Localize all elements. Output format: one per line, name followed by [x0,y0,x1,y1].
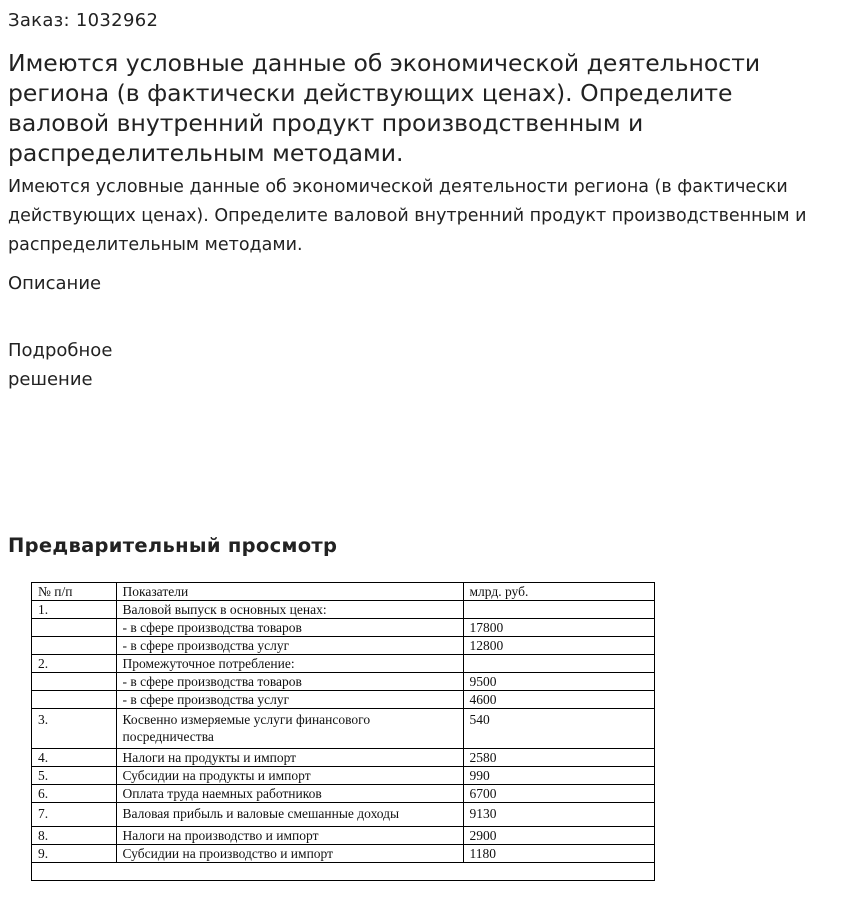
table-row [32,619,654,637]
table-row [32,673,654,691]
solution-label: Подробное решение [8,340,113,390]
order-number: Заказ: 1032962 [8,10,159,31]
indicator-value: 1180 [463,845,654,863]
row-number [32,637,116,655]
row-number: 7. [32,803,116,827]
indicator-value: 6700 [463,785,654,803]
preview-title: Предварительный просмотр [8,534,338,557]
indicator-value: 2900 [463,827,654,845]
table-header-row [32,583,654,601]
indicator-value: 9130 [463,803,654,827]
indicator-name: Субсидии на продукты и импорт [116,767,463,785]
task-description: Имеются условные данные об экономической деятельности региона (в фактически действующих ценах). Определите валовой внутренний продукт производственным и распределительным методами. [8,177,807,255]
indicator-value: 990 [463,767,654,785]
table-row [32,709,654,749]
page-title: Имеются условные данные об экономической деятельности региона (в фактически действующих ценах). Определите валовой внутренний продукт производственным и распределительным методами. [8,49,761,167]
column-header: млрд. руб. [463,583,654,601]
indicator-name: Налоги на продукты и импорт [116,749,463,767]
row-number: 2. [32,655,116,673]
indicator-value [463,601,654,619]
table-row [32,601,654,619]
table-row [32,845,654,863]
table-row [32,827,654,845]
table-row [32,655,654,673]
indicator-name: Косвенно измеряемые услуги финансового посредничества [116,709,463,749]
row-number: 1. [32,601,116,619]
indicator-name: Промежуточное потребление: [116,655,463,673]
table-row [32,691,654,709]
indicator-name: Налоги на производство и импорт [116,827,463,845]
indicator-value: 9500 [463,673,654,691]
indicator-name: - в сфере производства товаров [116,619,463,637]
indicator-name: Субсидии на производство и импорт [116,845,463,863]
preview-image [31,582,655,881]
data-table [32,583,654,863]
table-row [32,767,654,785]
indicator-value: 540 [463,709,654,749]
indicator-value: 17800 [463,619,654,637]
indicator-name: - в сфере производства услуг [116,691,463,709]
row-number [32,673,116,691]
indicator-name: - в сфере производства услуг [116,637,463,655]
column-header: Показатели [116,583,463,601]
table-row [32,637,654,655]
column-header: № п/п [32,583,116,601]
row-number: 3. [32,709,116,749]
indicator-value: 12800 [463,637,654,655]
table-row [32,785,654,803]
row-number [32,691,116,709]
row-number: 4. [32,749,116,767]
indicator-name: Валовой выпуск в основных ценах: [116,601,463,619]
row-number: 6. [32,785,116,803]
table-row [32,803,654,827]
description-label: Описание [8,273,102,294]
indicator-name: Валовая прибыль и валовые смешанные доходы [116,803,463,827]
indicator-name: - в сфере производства товаров [116,673,463,691]
indicator-name: Оплата труда наемных работников [116,785,463,803]
indicator-value: 2580 [463,749,654,767]
indicator-value: 4600 [463,691,654,709]
indicator-value [463,655,654,673]
row-number: 8. [32,827,116,845]
table-row [32,749,654,767]
row-number [32,619,116,637]
row-number: 9. [32,845,116,863]
row-number: 5. [32,767,116,785]
